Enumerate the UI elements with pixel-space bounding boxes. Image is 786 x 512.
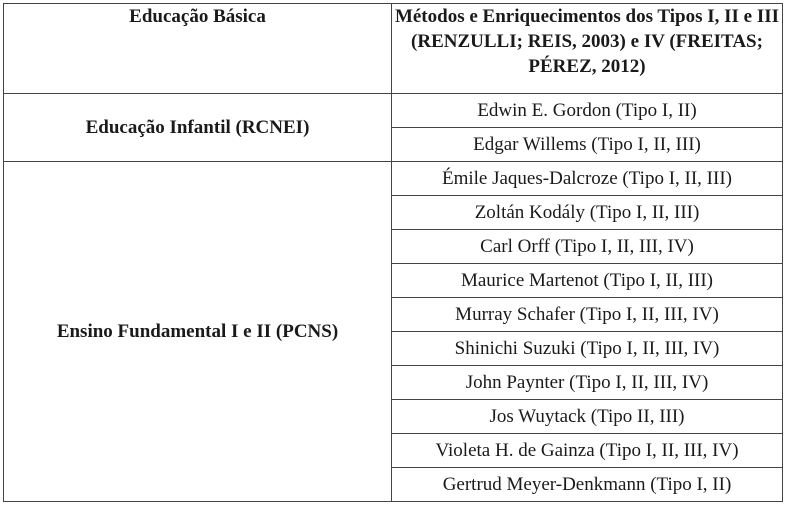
method-cell: Carl Orff (Tipo I, II, III, IV) <box>392 230 783 264</box>
header-methods: Métodos e Enriquecimentos dos Tipos I, II e III (RENZULLI; REIS, 2003) e IV (FREITAS; PÉREZ, 2012) <box>392 4 783 94</box>
method-cell: Gertrud Meyer-Denkmann (Tipo I, II) <box>392 468 783 502</box>
table-row <box>4 94 783 128</box>
level-cell-fundamental: Ensino Fundamental I e II (PCNS) <box>4 162 392 502</box>
method-cell: Violeta H. de Gainza (Tipo I, II, III, IV) <box>392 434 783 468</box>
level-cell-infantil: Educação Infantil (RCNEI) <box>4 94 392 162</box>
method-cell: Zoltán Kodály (Tipo I, II, III) <box>392 196 783 230</box>
method-cell: Maurice Martenot (Tipo I, II, III) <box>392 264 783 298</box>
method-cell: Edgar Willems (Tipo I, II, III) <box>392 128 783 162</box>
method-cell: Jos Wuytack (Tipo II, III) <box>392 400 783 434</box>
header-education-level: Educação Básica <box>4 4 392 94</box>
methods-table <box>3 3 783 502</box>
method-cell: Émile Jaques-Dalcroze (Tipo I, II, III) <box>392 162 783 196</box>
method-cell: Edwin E. Gordon (Tipo I, II) <box>392 94 783 128</box>
method-cell: John Paynter (Tipo I, II, III, IV) <box>392 366 783 400</box>
method-cell: Murray Schafer (Tipo I, II, III, IV) <box>392 298 783 332</box>
method-cell: Shinichi Suzuki (Tipo I, II, III, IV) <box>392 332 783 366</box>
table-row <box>4 162 783 196</box>
header-row <box>4 4 783 94</box>
